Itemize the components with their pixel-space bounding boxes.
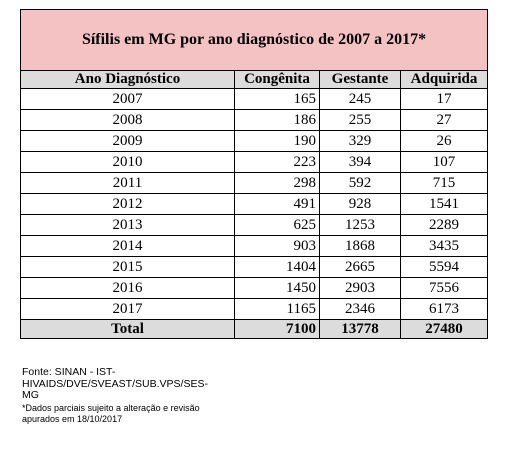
cell-adquirida: 27 xyxy=(401,110,488,131)
cell-year: 2013 xyxy=(21,215,235,236)
data-table-container xyxy=(20,9,487,339)
cell-gestante: 2346 xyxy=(320,299,401,320)
cell-year: 2009 xyxy=(21,131,235,152)
title-row xyxy=(21,10,488,71)
cell-gestante: 329 xyxy=(320,131,401,152)
table-row xyxy=(21,257,488,278)
table-row xyxy=(21,89,488,110)
cell-year: 2015 xyxy=(21,257,235,278)
cell-year: 2007 xyxy=(21,89,235,110)
cell-congenita: 625 xyxy=(235,215,320,236)
cell-congenita: 298 xyxy=(235,173,320,194)
table-row xyxy=(21,131,488,152)
cell-gestante: 2665 xyxy=(320,257,401,278)
note-line: apurados em 18/10/2017 xyxy=(22,413,123,424)
cell-year: 2014 xyxy=(21,236,235,257)
cell-adquirida: 107 xyxy=(401,152,488,173)
source-line: MG xyxy=(22,389,39,401)
table-row xyxy=(21,299,488,320)
table-row xyxy=(21,194,488,215)
cell-adquirida: 2289 xyxy=(401,215,488,236)
footnotes xyxy=(22,367,252,425)
cell-adquirida: 5594 xyxy=(401,257,488,278)
cell-adquirida: 6173 xyxy=(401,299,488,320)
table-row xyxy=(21,215,488,236)
cell-adquirida: 3435 xyxy=(401,236,488,257)
cell-gestante: 928 xyxy=(320,194,401,215)
cell-adquirida: 1541 xyxy=(401,194,488,215)
cell-year: 2008 xyxy=(21,110,235,131)
source-line: HIVAIDS/DVE/SVEAST/SUB.VPS/SES- xyxy=(22,377,208,390)
cell-congenita: 1165 xyxy=(235,299,320,320)
cell-congenita: 190 xyxy=(235,131,320,152)
total-label: Total xyxy=(21,320,235,339)
header-row xyxy=(21,71,488,89)
column-header-congenita: Congênita xyxy=(235,71,320,89)
cell-gestante: 2903 xyxy=(320,278,401,299)
partial-data-note xyxy=(22,403,252,425)
note-line: *Dados parciais sujeito a alteração e revisão xyxy=(22,402,200,413)
cell-congenita: 165 xyxy=(235,89,320,110)
cell-gestante: 255 xyxy=(320,110,401,131)
cell-gestante: 592 xyxy=(320,173,401,194)
cell-gestante: 1253 xyxy=(320,215,401,236)
cell-gestante: 1868 xyxy=(320,236,401,257)
total-adquirida: 27480 xyxy=(401,320,488,339)
cell-congenita: 223 xyxy=(235,152,320,173)
cell-year: 2011 xyxy=(21,173,235,194)
cell-adquirida: 7556 xyxy=(401,278,488,299)
column-header-year: Ano Diagnóstico xyxy=(21,71,235,89)
column-header-adquirida: Adquirida xyxy=(401,71,488,89)
cell-year: 2016 xyxy=(21,278,235,299)
cell-adquirida: 715 xyxy=(401,173,488,194)
table-title: Sífilis em MG por ano diagnóstico de 2007 a 2017* xyxy=(21,10,488,71)
table-row xyxy=(21,110,488,131)
source-note xyxy=(22,367,252,402)
table-row xyxy=(21,236,488,257)
column-header-gestante: Gestante xyxy=(320,71,401,89)
cell-congenita: 186 xyxy=(235,110,320,131)
total-gestante: 13778 xyxy=(320,320,401,339)
cell-adquirida: 17 xyxy=(401,89,488,110)
source-line: Fonte: SINAN - IST- xyxy=(22,366,116,378)
table-row xyxy=(21,173,488,194)
total-row xyxy=(21,320,488,339)
cell-year: 2012 xyxy=(21,194,235,215)
cell-congenita: 1450 xyxy=(235,278,320,299)
cell-adquirida: 26 xyxy=(401,131,488,152)
cell-year: 2010 xyxy=(21,152,235,173)
table-row xyxy=(21,152,488,173)
table-row xyxy=(21,278,488,299)
cell-gestante: 245 xyxy=(320,89,401,110)
cell-congenita: 903 xyxy=(235,236,320,257)
cell-congenita: 1404 xyxy=(235,257,320,278)
cell-congenita: 491 xyxy=(235,194,320,215)
cell-year: 2017 xyxy=(21,299,235,320)
syphilis-table xyxy=(20,9,488,339)
cell-gestante: 394 xyxy=(320,152,401,173)
total-congenita: 7100 xyxy=(235,320,320,339)
